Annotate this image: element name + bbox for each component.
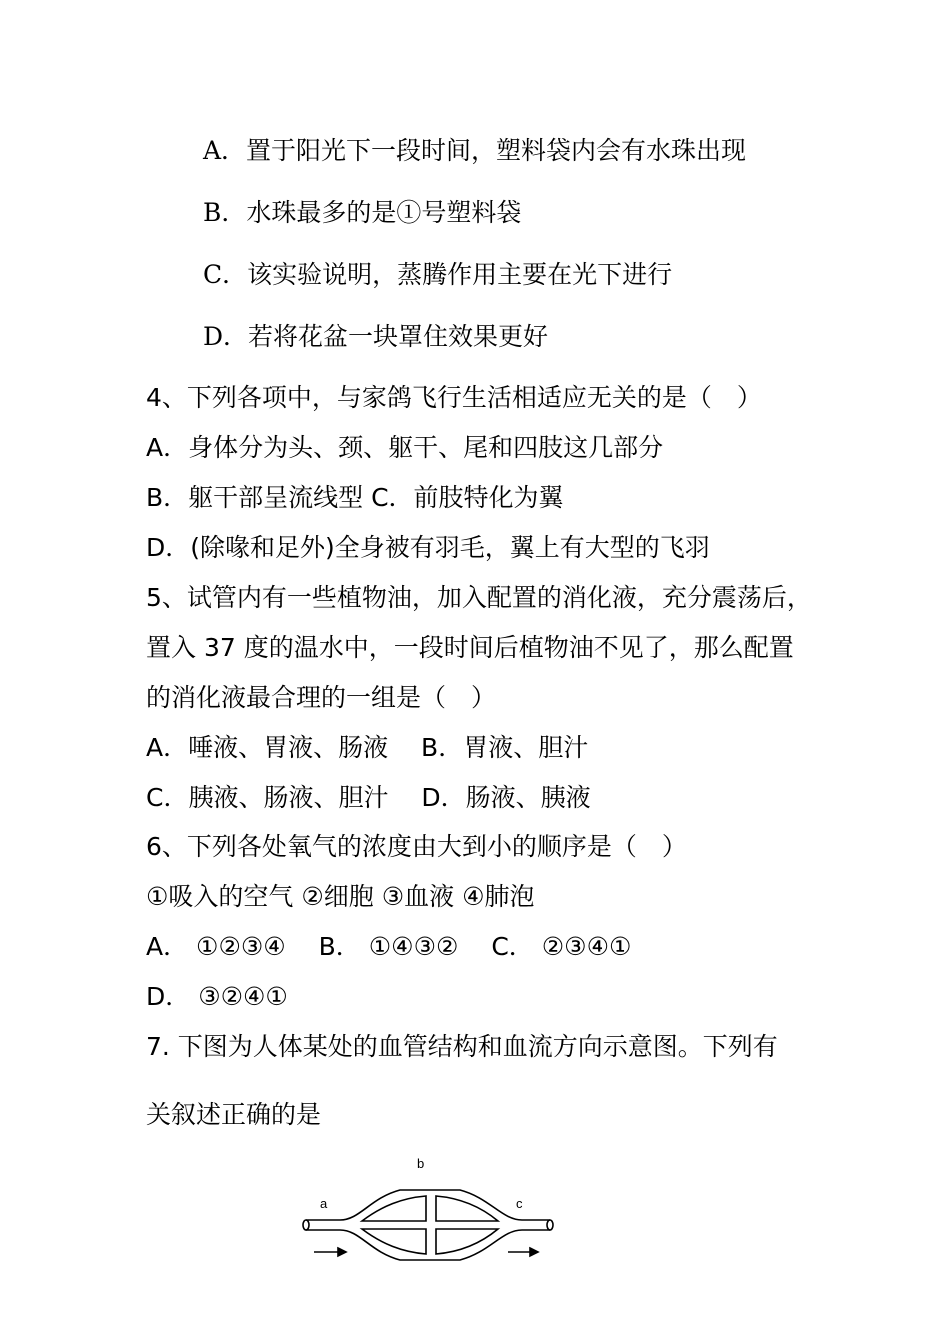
q3-option-b: B．水珠最多的是①号塑料袋 [203,198,522,227]
capillary-compartment-4 [436,1229,498,1254]
vessel-outer-top [306,1190,550,1220]
capillary-compartment-3 [362,1229,426,1254]
q5-stem-line-3: 的消化液最合理的一组是（ ） [146,683,497,712]
q7-stem-line-1: 7. 下图为人体某处的血管结构和血流方向示意图。下列有 [146,1032,778,1061]
q6-stem: 6、下列各处氧气的浓度由大到小的顺序是（ ） [146,832,687,861]
q3-option-d: D．若将花盆一块罩住效果更好 [203,322,549,351]
q5-option-ab: A．唾液、胃液、肠液 B．胃液、胆汁 [146,733,589,762]
vessel-a-opening [303,1220,309,1230]
q4-option-a: A．身体分为头、颈、躯干、尾和四肢这几部分 [146,433,664,462]
q3-option-c: C．该实验说明，蒸腾作用主要在光下进行 [203,260,673,289]
q6-items: ①吸入的空气 ②细胞 ③血液 ④肺泡 [146,882,535,911]
q7-stem-line-2: 关叙述正确的是 [146,1100,322,1129]
q4-stem: 4、下列各项中，与家鸽飞行生活相适应无关的是（ ） [146,383,762,412]
q4-option-bc: B．躯干部呈流线型 C．前肢特化为翼 [146,483,564,512]
blood-vessel-diagram [290,1148,570,1288]
capillary-compartment-1 [362,1196,426,1221]
label-c: c [516,1196,523,1211]
vessel-outer-bottom [306,1230,550,1260]
q5-stem-line-1: 5、试管内有一些植物油，加入配置的消化液，充分震荡后， [146,583,812,612]
label-b: b [417,1156,425,1171]
q5-option-cd: C．胰液、肠液、胆汁 D．肠液、胰液 [146,783,591,812]
vessel-c-opening [547,1220,553,1230]
q6-option-abc: A． ①②③④ B． ①④③② C． ②③④① [146,932,632,961]
label-a: a [320,1196,328,1211]
flow-arrow-right-head [530,1248,538,1256]
q6-option-d: D． ③②④① [146,982,288,1011]
flow-arrow-left-head [338,1248,346,1256]
q5-stem-line-2: 置入 37 度的温水中，一段时间后植物油不见了，那么配置 [146,633,794,662]
capillary-compartment-2 [436,1196,498,1221]
q3-option-a: A．置于阳光下一段时间，塑料袋内会有水珠出现 [203,136,747,165]
q4-option-d: D．(除喙和足外)全身被有羽毛，翼上有大型的飞羽 [146,533,710,562]
